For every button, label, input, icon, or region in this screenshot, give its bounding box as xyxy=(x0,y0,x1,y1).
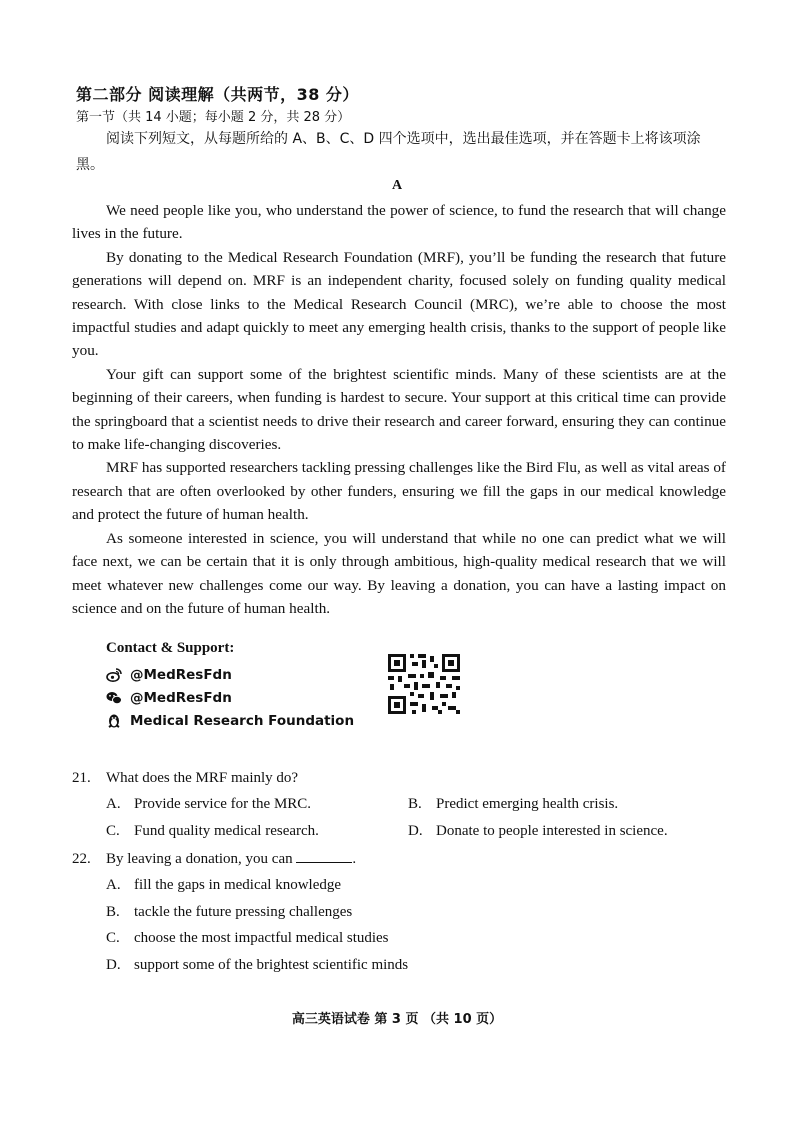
option-text: choose the most impactful medical studies xyxy=(134,930,389,946)
option-22-c[interactable] xyxy=(106,930,389,947)
question-number: 21. xyxy=(72,770,91,786)
question-stem-end: . xyxy=(352,851,357,867)
question-stem: By leaving a donation, you can xyxy=(106,851,293,867)
option-text: tackle the future pressing challenges xyxy=(134,904,353,920)
question-number: 22. xyxy=(72,851,91,867)
option-text: support some of the brightest scientific minds xyxy=(134,957,409,973)
option-text: Predict emerging health crisis. xyxy=(436,796,619,812)
penguin-icon xyxy=(106,713,122,729)
option-letter: C. xyxy=(106,930,120,946)
paragraph: MRF has supported researchers tackling pressing challenges like the Bird Flu, as well as vital areas of research that are often overlooked by other funders, ensuring we fill the gaps in our medical knowledge and protect the future of human health. xyxy=(72,459,726,524)
weibo-icon xyxy=(106,667,122,683)
question-22 xyxy=(72,850,356,868)
option-22-a[interactable] xyxy=(106,877,341,894)
contact-title: Contact & Support: xyxy=(106,640,235,656)
paragraph: Your gift can support some of the brightest scientific minds. Many of these scientists are at the beginning of their careers, when funding is hardest to secure. Your support at this critical time can provide the springboard that a scientist needs to drive their research and career forward, ensuring they can continue to make life-changing discoveries. xyxy=(72,365,726,454)
foundation-name: Medical Research Foundation xyxy=(130,712,355,729)
section-title: 第二部分 阅读理解（共两节，38 分） xyxy=(76,85,359,104)
option-text: Donate to people interested in science. xyxy=(436,823,668,839)
question-stem: What does the MRF mainly do? xyxy=(106,770,299,786)
paragraph: By donating to the Medical Research Foundation (MRF), you’ll be funding the research that future generations will depend on. MRF is an independent charity, focused solely on funding quality medical research. With close links to the Medical Research Council (MRC), we’re able to choose the most impactful studies and adapt quickly to meet any emerging health crisis, thanks to the support of people like you. xyxy=(72,248,726,360)
option-letter: A. xyxy=(106,796,121,812)
option-22-d[interactable] xyxy=(106,957,408,974)
option-letter: D. xyxy=(106,957,121,973)
option-21-b[interactable] xyxy=(408,796,618,813)
weibo-handle: @MedResFdn xyxy=(130,666,232,683)
paragraph: We need people like you, who understand the power of science, to fund the research that will change lives in the future. xyxy=(72,202,726,243)
passage-label: A xyxy=(391,178,403,193)
option-22-b[interactable] xyxy=(106,904,352,921)
option-letter: C. xyxy=(106,823,120,839)
option-letter: D. xyxy=(408,823,423,839)
subsection-title: 第一节（共 14 小题；每小题 2 分，共 28 分） xyxy=(76,110,351,125)
instructions: 阅读下列短文，从每题所给的 A、B、C、D 四个选项中，选出最佳选项，并在答题卡上将该项涂黑。 xyxy=(76,131,701,173)
passage-body xyxy=(72,199,726,620)
paragraph: As someone interested in science, you will understand that while no one can predict what we will face next, we can be certain that it is only through ambitious, high-quality medical research that we will meet whatever new challenges come our way. By leaving a donation, you can have a lasting impact on science and on the future of human health. xyxy=(72,529,726,617)
option-21-a[interactable] xyxy=(106,796,311,813)
option-21-d[interactable] xyxy=(408,823,668,840)
option-text: Fund quality medical research. xyxy=(134,823,319,839)
option-letter: A. xyxy=(106,877,121,893)
page-footer: 高三英语试卷 第 3 页 （共 10 页） xyxy=(291,1012,503,1027)
option-text: fill the gaps in medical knowledge xyxy=(134,877,342,893)
option-letter: B. xyxy=(408,796,422,812)
answer-blank[interactable] xyxy=(296,850,352,863)
option-text: Provide service for the MRC. xyxy=(134,796,312,812)
qr-code[interactable] xyxy=(386,652,462,716)
question-21 xyxy=(72,770,298,787)
option-21-c[interactable] xyxy=(106,823,319,840)
wechat-icon xyxy=(106,690,122,706)
option-letter: B. xyxy=(106,904,120,920)
wechat-handle: @MedResFdn xyxy=(130,689,232,706)
